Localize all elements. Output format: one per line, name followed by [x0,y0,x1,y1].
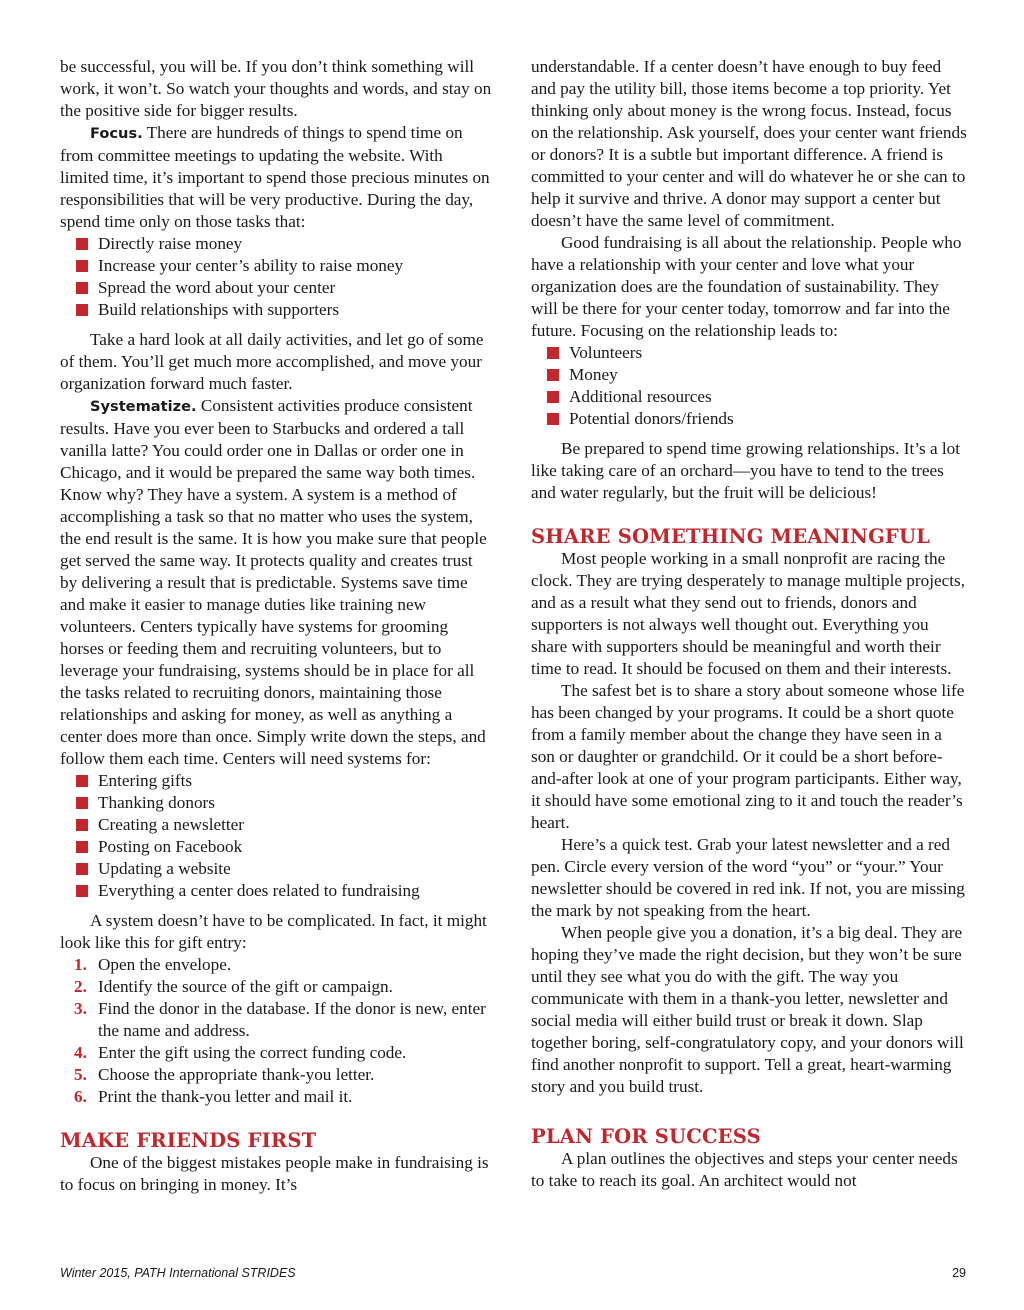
paragraph: Most people working in a small nonprofit are racing the clock. They are trying desperately to manage multiple projects, and as a result what they send out to friends, donors and supporters is not always well thought out. Everything you share with supporters should be meaningful and worth their time to read. It should be focused on them and their interests. [531,549,965,678]
square-bullet-icon [76,775,88,787]
paragraph: A system doesn’t have to be complicated. In fact, it might look like this for gift entry: [60,911,487,952]
list-item: Thanking donors [60,792,494,814]
list-item: Everything a center does related to fundraising [60,880,494,902]
relationship-bullet-list [531,342,967,430]
gift-entry-steps [60,954,494,1108]
square-bullet-icon [76,885,88,897]
list-item: Creating a newsletter [60,814,494,836]
section-heading-plan-for-success: PLAN FOR SUCCESS [531,1125,761,1148]
list-item: Money [531,364,967,386]
run-in-heading-focus: Focus. [90,125,143,142]
paragraph: Be prepared to spend time growing relationships. It’s a lot like taking care of an orchard—you have to tend to the trees and water regularly, but the fruit will be delicious! [531,439,961,502]
paragraph-text: There are hundreds of things to spend time on from committee meetings to updating the website. With limited time, it’s important to spend those precious minutes on responsibilities that will be very productive. During the day, spend time only on those tasks that: [60,123,490,231]
paragraph-focus [60,122,494,233]
list-item: Additional resources [531,386,967,408]
list-item: 4. Enter the gift using the correct funding code. [74,1043,407,1062]
step-number: 5. [74,1065,87,1084]
focus-bullet-list [60,233,494,321]
page-number: 29 [952,1266,966,1280]
square-bullet-icon [76,304,88,316]
list-item: 2. Identify the source of the gift or campaign. [74,977,393,996]
paragraph: Here’s a quick test. Grab your latest newsletter and a red pen. Circle every version of the word “you” or “your.” Your newsletter should be covered in red ink. If not, you are missing the mark by not speaking from the heart. [531,835,965,920]
paragraph: One of the biggest mistakes people make in fundraising is to focus on bringing in money. It’s [60,1153,489,1194]
run-in-heading-systematize: Systematize. [90,398,197,415]
list-item: Entering gifts [60,770,494,792]
list-item: 6. Print the thank-you letter and mail it. [74,1087,353,1106]
step-number: 4. [74,1043,87,1062]
step-number: 1. [74,955,87,974]
square-bullet-icon [76,841,88,853]
list-item: Spread the word about your center [60,277,494,299]
square-bullet-icon [76,863,88,875]
list-item: Increase your center’s ability to raise money [60,255,494,277]
section-heading-share-something-meaningful: SHARE SOMETHING MEANINGFUL [531,525,931,548]
list-item: Volunteers [531,342,967,364]
right-column [531,56,967,1192]
paragraph: Take a hard look at all daily activities, and let go of some of them. You’ll get much more accomplished, and move your organization forward much faster. [60,330,484,393]
square-bullet-icon [547,369,559,381]
systems-bullet-list [60,770,494,902]
square-bullet-icon [547,413,559,425]
paragraph: When people give you a donation, it’s a big deal. They are hoping they’ve made the right decision, but they won’t be sure until they see what you do with the gift. The way you communicate with them in a thank-you letter, newsletter and social media will either build trust or break it down. Slap together boring, self-congratulatory copy, and your donors will find another nonprofit to support. Tell a great, heart-warming story and you build trust. [531,923,964,1096]
square-bullet-icon [76,238,88,250]
paragraph: A plan outlines the objectives and steps your center needs to take to reach its goal. An architect would not [531,1149,958,1190]
paragraph: be successful, you will be. If you don’t think something will work, it won’t. So watch your thoughts and words, and stay on the positive side for bigger results. [60,57,492,120]
square-bullet-icon [76,797,88,809]
list-item: 1. Open the envelope. [74,955,232,974]
square-bullet-icon [76,260,88,272]
paragraph-systematize [60,395,494,770]
paragraph: Good fundraising is all about the relationship. People who have a relationship with your center and love what your organization does are the foundation of sustainability. They will be there for your center today, tomorrow and far into the future. Focusing on the relationship leads to: [531,233,962,340]
paragraph: understandable. If a center doesn’t have enough to buy feed and pay the utility bill, those items become a top priority. Yet thinking only about money is the wrong focus. Instead, focus on the relationship. Ask yourself, does your center want friends or donors? It is a subtle but important difference. A friend is committed to your center and will do whatever he or she can to help it survive and thrive. A donor may support a center but doesn’t have the same level of commitment. [531,57,967,230]
left-column [60,56,494,1196]
footer-issue-title: Winter 2015, PATH International STRIDES [60,1266,296,1280]
step-number: 2. [74,977,87,996]
list-item: Posting on Facebook [60,836,494,858]
square-bullet-icon [547,347,559,359]
list-item: 5. Choose the appropriate thank-you letter. [74,1065,375,1084]
section-heading-make-friends-first: MAKE FRIENDS FIRST [60,1129,317,1152]
list-item: Directly raise money [60,233,494,255]
step-number: 3. [74,999,87,1018]
list-item: Build relationships with supporters [60,299,494,321]
paragraph: The safest bet is to share a story about someone whose life has been changed by your programs. It could be a short quote from a family member about the change they have seen in a son or daughter or grandchild. Or it could be a short before-and-after look at one of your program participants. Either way, it should have some emotional zing to it and touch the reader’s heart. [531,681,965,832]
list-item: 3. Find the donor in the database. If the donor is new, enter the name and address. [74,999,486,1040]
paragraph-text: Consistent activities produce consistent results. Have you ever been to Starbucks and ordered a tall vanilla latte? You could order one in Dallas or order one in Chicago, and it would be prepared the same way both times. Know why? They have a system. A system is a method of accomplishing a task so that no matter who uses the system, the end result is the same. It is how you make sure that people get served the same way. It protects quality and creates trust by delivering a result that is predictable. Systems save time and make it easier to manage duties like training new volunteers. Centers typically have systems for grooming horses or feeding them and recruiting volunteers, but to leverage your fundraising, systems should be in place for all the tasks related to recruiting donors, maintaining those relationships and asking for money, as well as anything a center does more than once. Simply write down the steps, and follow them each time. Centers will need systems for: [60,396,487,768]
square-bullet-icon [547,391,559,403]
list-item: Updating a website [60,858,494,880]
square-bullet-icon [76,819,88,831]
list-item: Potential donors/friends [531,408,967,430]
step-number: 6. [74,1087,87,1106]
square-bullet-icon [76,282,88,294]
